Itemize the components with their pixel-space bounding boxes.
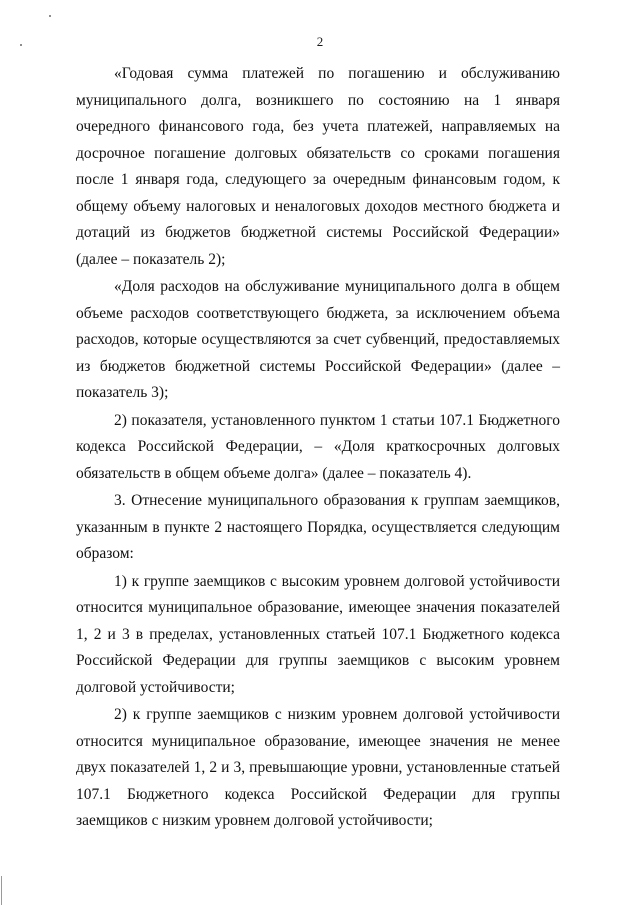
paragraph-indicator-2: «Годовая сумма платежей по погашению и обслуживанию муниципального долга, возникшего по состоянию на 1 января очередного финансового года, без учета платежей, направляемых на досрочное погашение долговых обязательств со сроками погашения после 1 января года, следующего за очередным финансовым годом, к общему объему налоговых и неналоговых доходов местного бюджета и дотаций из бюджетов бюджетной системы Российской Федерации» (далее – показатель 2); — [76, 65, 560, 268]
paragraph-indicator-3: «Доля расходов на обслуживание муниципального долга в общем объеме расходов соответствующего бюджета, за исключением объема расходов, которые осуществляются за счет субвенций, предоставляемых из бюджетов бюджетной системы Российской Федерации» (далее – показатель 3); — [76, 278, 560, 401]
page-number: 2 — [316, 34, 324, 49]
paragraph-indicator-4: 2) показателя, установленного пунктом 1 статьи 107.1 Бюджетного кодекса Российской Федерации, – «Доля краткосрочных долговых обязательств в общем объеме долга» (далее – показатель 4). — [76, 411, 560, 482]
paragraph-section-3: 3. Отнесение муниципального образования к группам заемщиков, указанным в пункте 2 настоящего Порядка, осуществляется следующим образом: — [76, 492, 560, 562]
paragraph-high-stability-group: 1) к группе заемщиков с высоким уровнем долговой устойчивости относится муниципальное образование, имеющее значения показателей 1, 2 и 3 в пределах, установленных статьей 107.1 Бюджетного кодекса Российской Федерации для группы заемщиков с высоким уровнем долговой устойчивости; — [76, 572, 560, 696]
scan-speck — [49, 15, 51, 17]
scan-edge-line — [1, 876, 2, 905]
paragraph-low-stability-group: 2) к группе заемщиков с низким уровнем долговой устойчивости относится муниципальное образование, имеющее значения не менее двух показателей 1, 2 и 3, превышающие уровни, установленные статьей 107.1 Бюджетного кодекса Российской Федерации для группы заемщиков с низким уровнем долговой устойчивости; — [76, 706, 560, 829]
document-body — [76, 61, 560, 835]
